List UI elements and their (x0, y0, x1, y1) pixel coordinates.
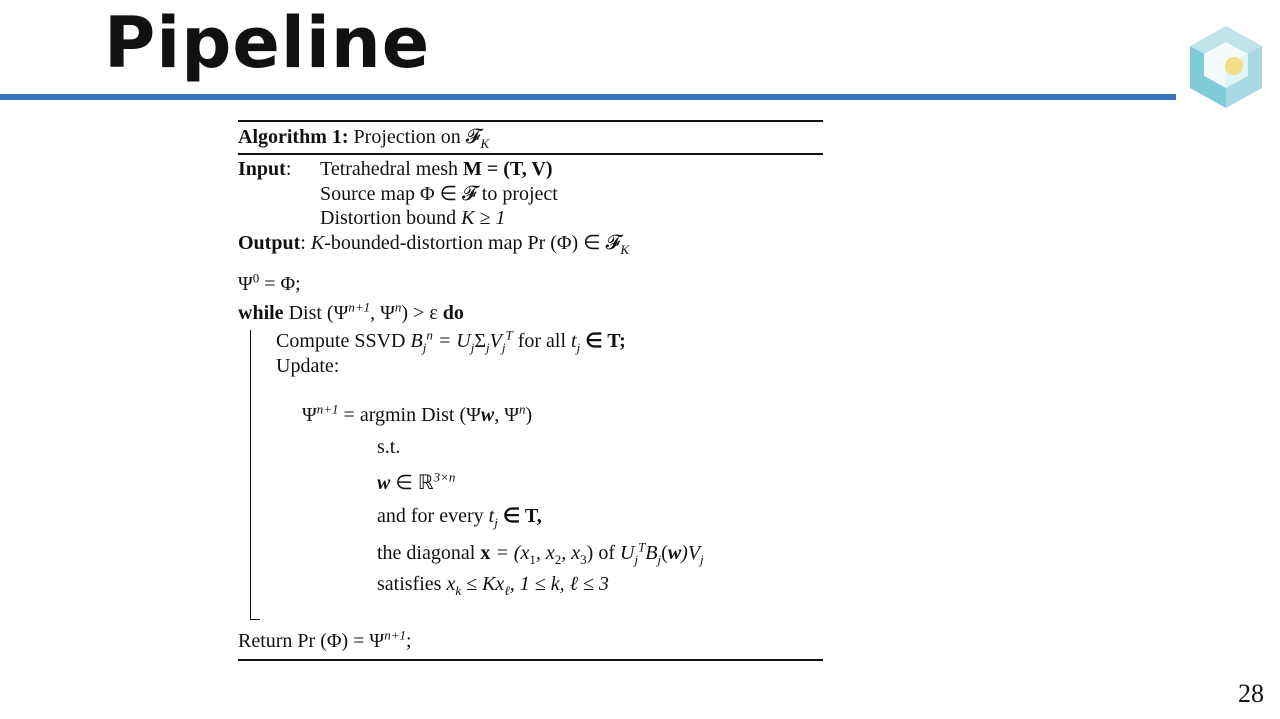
return-line: Return Pr $(\Phi) = \Psi^{n+1}$; (238, 627, 412, 652)
top-rule (238, 120, 823, 122)
satisfies-line: satisfies $x_k \le Kx_\ell$, 1 ≤ k, ℓ ≤ 3 (377, 573, 609, 598)
output-line: Output: K-bounded-distortion map Pr (Φ) ∈ 𝓕$_K$ (238, 232, 630, 257)
every-line: and for every $t_j$ ∈ T, (377, 505, 542, 530)
caption-rule (238, 153, 823, 155)
argmin-line: $\Psi^{n+1} = argmin$ Dist (Ψw, $\Psi^n$) (302, 401, 533, 426)
bottom-rule (238, 659, 823, 661)
input-line-1: Tetrahedral mesh M = (T, V) (320, 158, 553, 180)
compute-line: Compute SSVD $B_j^n = U_j\Sigma_jV_j^T$ for all $t_j$ ∈ T; (276, 327, 626, 355)
while-line: while Dist ($\Psi^{n+1}$, $\Psi^n) > \varepsilon$ do (238, 299, 464, 324)
loop-bracket-end (250, 619, 260, 620)
input-label: Input: (238, 158, 292, 180)
st-line: s.t. (377, 436, 401, 458)
w-domain-line: w ∈ ℝ$^{3\times n}$ (377, 469, 456, 494)
init-line: $\Psi^0 = \Phi$; (238, 270, 301, 295)
update-line: Update: (276, 355, 340, 377)
cube-logo-icon (1186, 22, 1266, 112)
slide-title: Pipeline (104, 2, 431, 84)
title-rule (0, 94, 1176, 100)
input-line-2: Source map Φ ∈ 𝓕 to project (320, 183, 558, 205)
algorithm-caption: Algorithm 1: Projection on 𝓕$_K$ (238, 126, 490, 151)
page-number: 28 (1238, 679, 1264, 708)
loop-bracket (250, 330, 251, 620)
diagonal-line: the diagonal $x = (x_1$, $x_2$, $x_3$) of $U_j^TB_j(w)V_j$ (377, 539, 704, 567)
input-line-3: Distortion bound K ≥ 1 (320, 207, 506, 229)
